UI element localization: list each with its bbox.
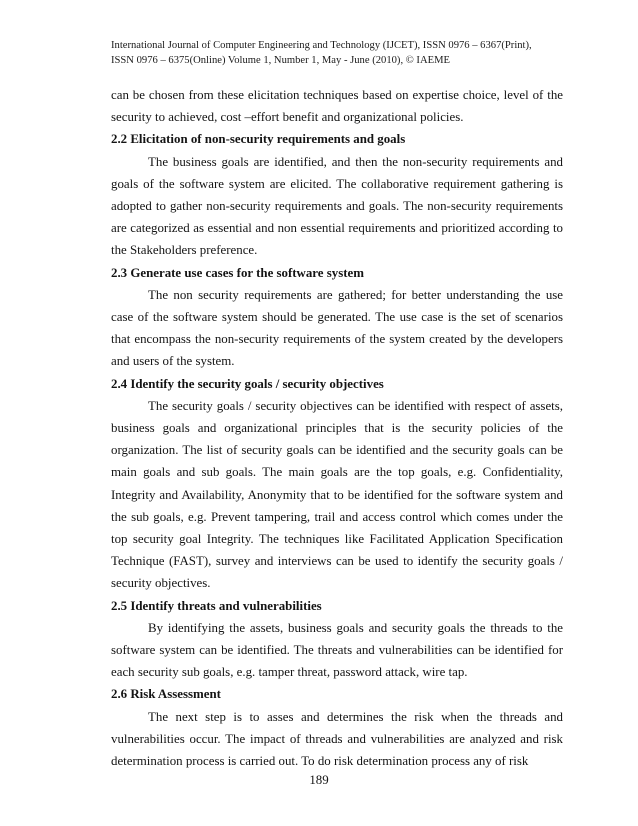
section-heading-2-3: 2.3 Generate use cases for the software system xyxy=(111,265,364,280)
section-paragraph-2-3: The non security requirements are gathered; for better understanding the use case of the software system should be generated. The use case is the set of scenarios that encompass the non-security requirements of the system created by the developers and users of the system. xyxy=(111,287,563,369)
section-heading-2-2: 2.2 Elicitation of non-security requirements and goals xyxy=(111,132,406,147)
continued-paragraph: can be chosen from these elicitation techniques based on expertise choice, level of the security to achieved, cost –effort benefit and organizational policies. xyxy=(111,88,563,125)
section-paragraph-2-6: The next step is to asses and determines the risk when the threads and vulnerabilities occur. The impact of threads and vulnerabilities are analyzed and risk determination process is carried out. To do risk determination process any of risk xyxy=(111,709,563,769)
section-heading-2-5: 2.5 Identify threats and vulnerabilities xyxy=(111,598,322,613)
section-paragraph-2-5: By identifying the assets, business goals and security goals the threads to the software system can be identified. The threats and vulnerabilities can be identified for each security sub goals, e.g. tamper threat, password attack, wire tap. xyxy=(111,620,563,680)
section-heading-2-4: 2.4 Identify the security goals / security objectives xyxy=(111,376,384,391)
section-paragraph-2-4: The security goals / security objectives can be identified with respect of assets, business goals and organizational principles that is the security policies of the organization. The list of security goals can be identified and the security goals can be main goals and sub goals. The main goals are the top goals, e.g. Confidentiality, Integrity and Availability, Anonymity that to be identified for the software system and the sub goals, e.g. Prevent tampering, trail and access control which comes under the top security goal Integrity. The techniques like Facilitated Application Specification Technique (FAST), survey and interviews can be used to identify the security goals / security objectives. xyxy=(111,398,563,591)
header-line-2: ISSN 0976 – 6375(Online) Volume 1, Number 1, May - June (2010), © IAEME xyxy=(111,55,450,66)
section-paragraph-2-2: The business goals are identified, and then the non-security requirements and goals of the software system are elicited. The collaborative requirement gathering is adopted to gather non-security requirements and goals. The non-security requirements are categorized as essential and non essential requirements and prioritized according to the Stakeholders preference. xyxy=(111,154,563,258)
header-line-1: International Journal of Computer Engineering and Technology (IJCET), ISSN 0976 – 6367(Print), xyxy=(111,40,532,51)
section-heading-2-6: 2.6 Risk Assessment xyxy=(111,687,221,702)
page-number: 189 xyxy=(309,773,329,787)
running-header xyxy=(111,38,541,68)
article-body xyxy=(111,84,563,772)
